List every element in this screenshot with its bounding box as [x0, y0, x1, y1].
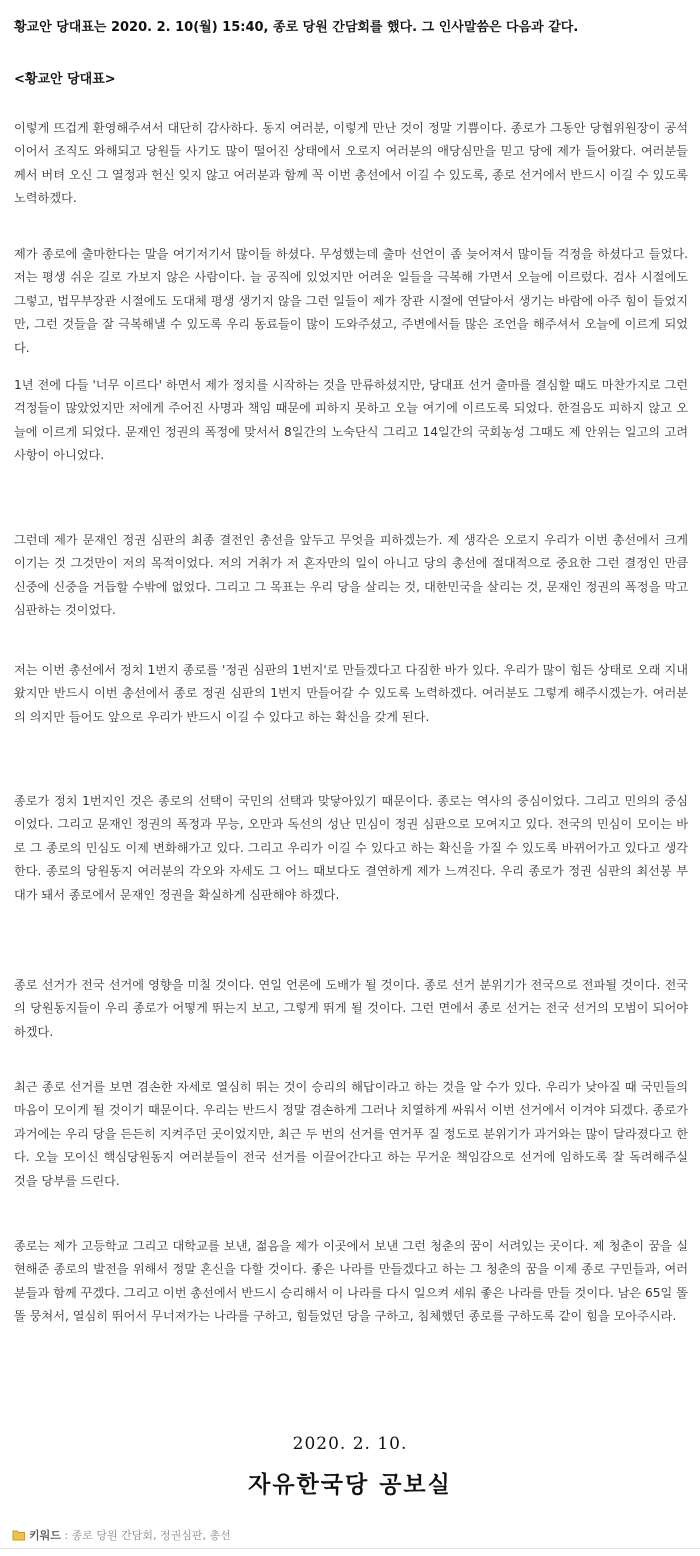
- paragraph-5: 저는 이번 총선에서 정치 1번지 종로를 '정권 심판의 1번지'로 만들겠다고 다짐한 바가 있다. 우리가 많이 힘든 상태로 오래 지내왔지만 반드시 이번 총선에서 종로 정권 심판의 1번지 만들어갈 수 있도록 노력하겠다. 여러분도 그렇게 해주시겠는가. 여러분의 의지만 들어도 앞으로 우리가 반드시 이길 수 있다고 하는 확신을 갖게 된다.: [14, 663, 688, 724]
- speaker-heading: <황교안 당대표>: [14, 72, 116, 87]
- folder-icon: [12, 1529, 26, 1544]
- organization-name: 자유한국당 공보실: [248, 1472, 452, 1498]
- paragraph-9: 종로는 제가 고등학교 그리고 대학교를 보낸, 젊음을 제가 이곳에서 보낸 그런 청춘의 꿈이 서려있는 곳이다. 제 청춘이 꿈을 실현해준 종로의 발전을 위해서 정말 혼신을 다할 것이다. 좋은 나라를 만들겠다고 하는 그 청춘의 꿈을 이제 종로 구민들과, 여러분들과 함께 꾸겠다. 그리고 이번 총선에서 반드시 승리해서 이 나라를 다시 일으켜 세워 좋은 나라를 만들 것이다. 남은 65일 똘똘 뭉쳐서, 열심히 뛰어서 무너져가는 나라를 구하고, 힘들었던 당을 구하고, 침체했던 종로를 구하도록 같이 힘을 모아주시라.: [14, 1239, 688, 1324]
- paragraph-3: 1년 전에 다들 '너무 이르다' 하면서 제가 정치를 시작하는 것을 만류하셨지만, 당대표 선거 출마를 결심할 때도 마찬가지로 그런 걱정들이 많았었지만 저에게 주어진 사명과 책임 때문에 피하지 못하고 오늘 여기에 이르도록 되었다. 한걸음도 피하지 않고 오늘에 이르게 되었다. 문재인 정권의 폭정에 맞서서 8일간의 노숙단식 그리고 14일간의 국회농성 그때도 제 안위는 일고의 고려사항이 아니었다.: [14, 378, 688, 463]
- paragraph-2: 제가 종로에 출마한다는 말을 여기저기서 많이들 하셨다. 무성했는데 출마 선언이 좀 늦어져서 많이들 걱정을 하셨다고 들었다. 저는 평생 쉬운 길로 가보지 않은 사람이다. 늘 공직에 있었지만 어려운 일들을 극복해 가면서 오늘에 이르렀다. 검사 시절에도 그렇고, 법무부장관 시절에도 도대체 평생 생기지 않을 그런 일들이 제가 장관 시절에 연달아서 생기는 바람에 아주 힘이 들었지만, 그런 것들을 잘 극복해낼 수 있도록 우리 동료들이 많이 도와주셨고, 주변에서들 많은 조언을 해주셔서 오늘에 이르게 되었다.: [14, 247, 688, 355]
- keywords-label: 키워드: [29, 1529, 61, 1542]
- paragraph-6: 종로가 정치 1번지인 것은 종로의 선택이 국민의 선택과 맞닿아있기 때문이다. 종로는 역사의 중심이었다. 그리고 민의의 중심이었다. 그리고 문재인 정권의 폭정과 무능, 오만과 독선의 성난 민심이 정권 심판으로 모여지고 있다. 전국의 민심이 모이는 바로 그 종로의 민심도 이제 변화해가고 있다. 그리고 우리가 이길 수 있다고 하는 확신을 가질 수 있도록 바뀌어가고 있다고 생각한다. 종로의 당원동지 여러분의 각오와 자세도 그 어느 때보다도 결연하게 제가 느껴진다. 우리 종로가 정권 심판의 최선봉 부대가 돼서 종로에서 문재인 정권을 확실하게 심판해야 하겠다.: [14, 794, 688, 902]
- footer-divider: [0, 1548, 700, 1549]
- paragraph-7: 종로 선거가 전국 선거에 영향을 미칠 것이다. 연일 언론에 도배가 될 것이다. 종로 선거 분위기가 전국으로 전파될 것이다. 전국의 당원동지들이 우리 종로가 어떻게 뛰는지 보고, 그렇게 뛰게 될 것이다. 그런 면에서 종로 선거는 전국 선거의 모범이 되어야 하겠다.: [14, 978, 688, 1039]
- keywords-bar: [12, 1527, 231, 1544]
- paragraph-4: 그런데 제가 문재인 정권 심판의 최종 결전인 총선을 앞두고 무엇을 피하겠는가. 제 생각은 오로지 우리가 이번 총선에서 크게 이기는 것 그것만이 저의 목적이었다. 저의 거취가 저 혼자만의 일이 아니고 당의 총선에 절대적으로 중요한 그런 결정인 만큼 신중에 신중을 거듭할 수밖에 없었다. 그리고 그 목표는 우리 당을 살리는 것, 대한민국을 살리는 것, 문재인 정권의 폭정을 막고 심판하는 것이었다.: [14, 533, 688, 618]
- paragraph-8: 최근 종로 선거를 보면 겸손한 자세로 열심히 뛰는 것이 승리의 해답이라고 하는 것을 알 수가 있다. 우리가 낮아질 때 국민들의 마음이 모이게 될 것이기 때문이다. 우리는 반드시 정말 겸손하게 그러나 치열하게 싸워서 이번 선거에서 이겨야 되겠다. 종로가 과거에는 우리 당을 든든히 지켜주던 곳이었지만, 최근 두 번의 선거를 연거푸 질 정도로 분위기가 과거와는 많이 달라졌다고 한다. 오늘 모이신 핵심당원동지 여러분들이 전국 선거를 이끌어간다고 하는 무거운 책임감으로 선거에 임하도록 잘 독려해주실 것을 당부를 드린다.: [14, 1080, 688, 1188]
- release-date: 2020. 2. 10.: [292, 1434, 408, 1454]
- intro-line: 황교안 당대표는 2020. 2. 10(월) 15:40, 종로 당원 간담회를 했다. 그 인사말씀은 다음과 같다.: [14, 20, 579, 35]
- keywords-values[interactable]: 종로 당원 간담회, 정권심판, 총선: [71, 1529, 231, 1542]
- paragraph-1: 이렇게 뜨겁게 환영해주셔서 대단히 감사하다. 동지 여러분, 이렇게 만난 것이 정말 기쁨이다. 종로가 그동안 당협위원장이 공석이어서 조직도 와해되고 당원들 사기도 많이 떨어진 상태에서 오로지 여러분의 애당심만을 믿고 당에 제가 들어왔다. 여러분들께서 버텨 오신 그 열정과 헌신 잊지 않고 여러분과 함께 꼭 이번 총선에서 이길 수 있도록, 종로 선거에서 반드시 이길 수 있도록 노력하겠다.: [14, 121, 688, 206]
- keywords-separator: :: [60, 1529, 72, 1542]
